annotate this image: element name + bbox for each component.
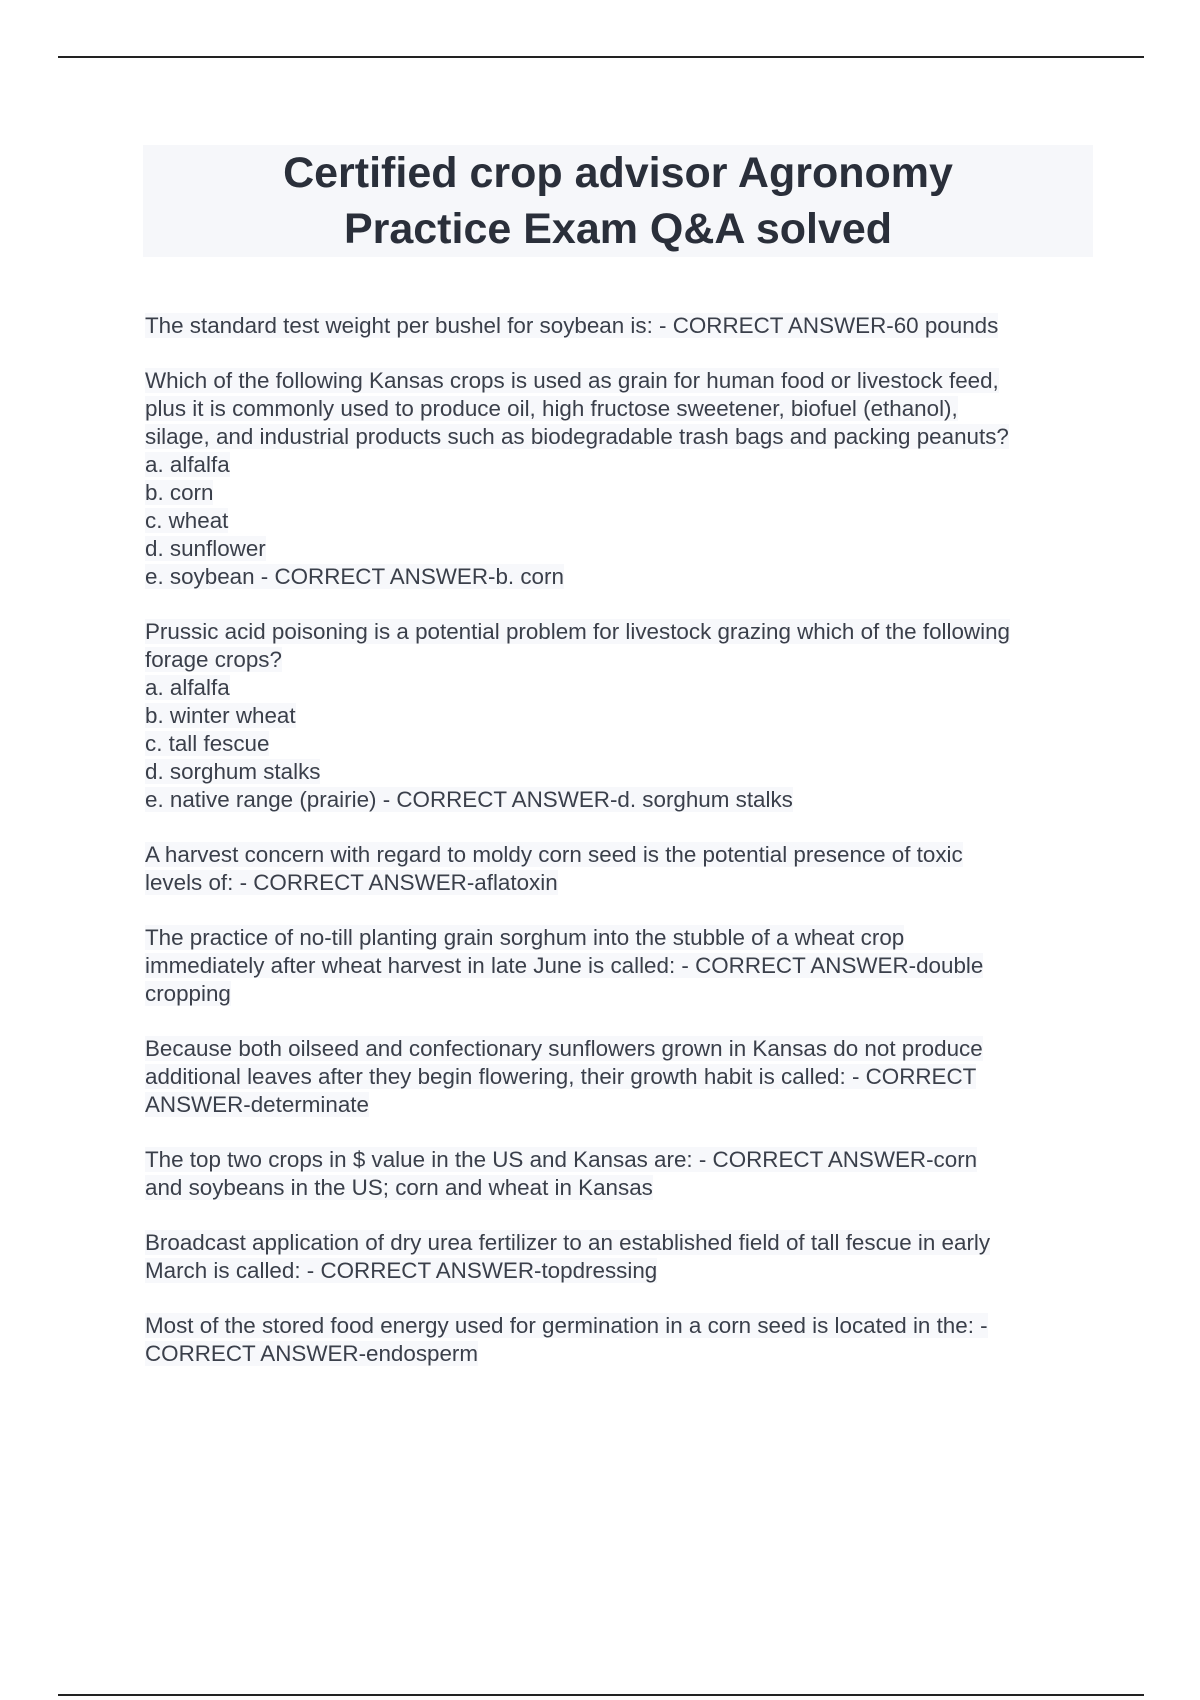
qa-line [145,1229,1095,1257]
header-rule [58,56,1144,58]
qa-line-text: b. winter wheat [145,703,296,728]
qa-line [145,758,1095,786]
qa-item [145,841,1095,897]
qa-line-text: Which of the following Kansas crops is used as grain for human food or livestock feed, [145,368,999,393]
qa-line-text: d. sorghum stalks [145,759,321,784]
qa-list [145,312,1095,1395]
qa-line-text: Because both oilseed and confectionary sunflowers grown in Kansas do not produce [145,1036,983,1061]
qa-line-text: immediately after wheat harvest in late June is called: - CORRECT ANSWER-double [145,953,984,978]
qa-line [145,869,1095,897]
qa-item [145,1035,1095,1119]
title-banner [143,145,1093,257]
qa-line [145,1063,1095,1091]
qa-line-text: silage, and industrial products such as biodegradable trash bags and packing peanuts? [145,424,1009,449]
qa-line-text: The practice of no-till planting grain sorghum into the stubble of a wheat crop [145,925,905,950]
qa-line [145,702,1095,730]
qa-line-text: Broadcast application of dry urea fertilizer to an established field of tall fescue in early [145,1230,991,1255]
qa-line-text: d. sunflower [145,536,266,561]
title-line-2: Practice Exam Q&A solved [343,205,893,253]
qa-line [145,1146,1095,1174]
qa-item [145,618,1095,814]
qa-line-text: Most of the stored food energy used for germination in a corn seed is located in the: - [145,1313,988,1338]
qa-line-text: A harvest concern with regard to moldy corn seed is the potential presence of toxic [145,842,963,867]
qa-line-text: levels of: - CORRECT ANSWER-aflatoxin [145,870,558,895]
footer-rule [58,1694,1144,1696]
qa-line-text: additional leaves after they begin flowering, their growth habit is called: - CORRECT [145,1064,977,1089]
qa-item [145,312,1095,340]
qa-item [145,1146,1095,1202]
qa-line-text: e. soybean - CORRECT ANSWER-b. corn [145,564,564,589]
qa-line-text: a. alfalfa [145,675,230,700]
qa-line [145,563,1095,591]
qa-line [145,618,1095,646]
qa-item [145,367,1095,591]
qa-line [145,395,1095,423]
qa-line-text: ANSWER-determinate [145,1092,369,1117]
qa-line [145,1340,1095,1368]
qa-line [145,646,1095,674]
qa-line-text: c. tall fescue [145,731,270,756]
qa-line [145,1257,1095,1285]
qa-line-text: Prussic acid poisoning is a potential problem for livestock grazing which of the following [145,619,1010,644]
qa-item [145,924,1095,1008]
qa-line [145,786,1095,814]
qa-line [145,1174,1095,1202]
qa-line-text: a. alfalfa [145,452,230,477]
qa-line [145,674,1095,702]
qa-line [145,507,1095,535]
qa-line [145,924,1095,952]
qa-line [145,367,1095,395]
qa-line [145,1035,1095,1063]
qa-line [145,1312,1095,1340]
qa-line-text: b. corn [145,480,214,505]
title-line-1: Certified crop advisor Agronomy [283,149,953,197]
qa-line-text: March is called: - CORRECT ANSWER-topdressing [145,1258,658,1283]
qa-line [145,535,1095,563]
qa-line-text: and soybeans in the US; corn and wheat in Kansas [145,1175,653,1200]
document-title [283,145,953,257]
qa-line-text: forage crops? [145,647,282,672]
qa-line [145,980,1095,1008]
qa-line [145,479,1095,507]
qa-line [145,451,1095,479]
qa-line-text: e. native range (prairie) - CORRECT ANSWER-d. sorghum stalks [145,787,793,812]
qa-line-text: cropping [145,981,231,1006]
qa-item [145,1229,1095,1285]
qa-line [145,952,1095,980]
qa-line [145,1091,1095,1119]
qa-line-text: The standard test weight per bushel for soybean is: - CORRECT ANSWER-60 pounds [145,313,999,338]
qa-item [145,1312,1095,1368]
qa-line [145,312,1095,340]
qa-line-text: c. wheat [145,508,229,533]
qa-line-text: CORRECT ANSWER-endosperm [145,1341,479,1366]
qa-line [145,423,1095,451]
qa-line-text: The top two crops in $ value in the US and Kansas are: - CORRECT ANSWER-corn [145,1147,978,1172]
qa-line [145,841,1095,869]
qa-line [145,730,1095,758]
qa-line-text: plus it is commonly used to produce oil, high fructose sweetener, biofuel (ethanol), [145,396,958,421]
